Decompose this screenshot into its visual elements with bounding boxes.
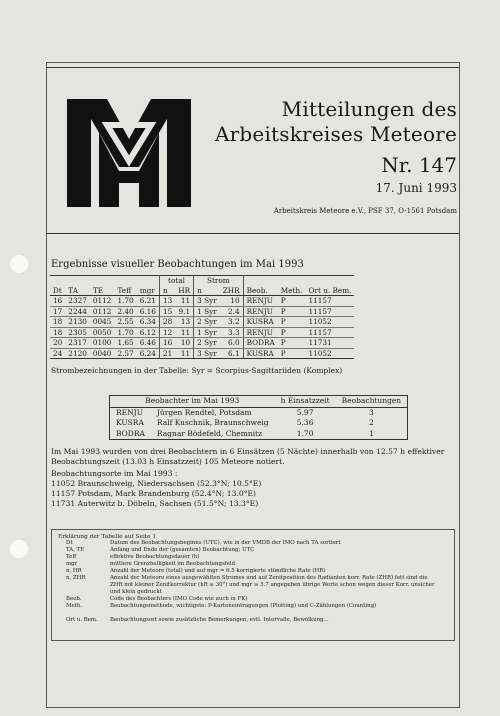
table-cell: 1.70	[296, 428, 314, 438]
summary-paragraph: Im Mai 1993 wurden von drei Beobachtern in 6 Einsätzen (5 Nächte) innerhalb von 12.57 h effektiver Beobachtungszeit (13.03 h Einsatzzeit) 105 Meteore notiert.	[51, 447, 445, 466]
issue-date: 17. Juni 1993	[375, 181, 457, 195]
location-item: 11157 Potsdam, Mark Brandenburg (52.4°N; 13.0°E)	[51, 489, 257, 498]
table-cell: 1 Syr	[194, 306, 220, 317]
table-cell: 3 Syr	[194, 296, 220, 307]
observers-header-hours: h Einsatzzeit	[275, 396, 336, 408]
table-cell: 5.97	[296, 407, 314, 417]
table-cell: 0045	[90, 317, 115, 328]
table-cell: 1.70	[114, 296, 136, 307]
table-cell: 0112	[90, 296, 115, 307]
table-cell: 2.55	[114, 317, 136, 328]
masthead-title-line1: Mitteilungen des	[281, 97, 457, 121]
section-title: Ergebnisse visueller Beobachtungen im Mai 1993	[51, 259, 304, 270]
table-row	[50, 296, 354, 307]
table-cell: 11157	[305, 327, 354, 338]
table-cell: BODRA	[116, 428, 145, 438]
table-cell: 6.0	[220, 338, 243, 349]
header-top-rule	[47, 67, 459, 68]
table-cell: 9.1	[175, 306, 193, 317]
obs-column-header: ZHR	[220, 286, 243, 296]
group-total-header: total	[159, 276, 193, 286]
table-cell: 24	[50, 348, 65, 359]
legend-value: Beobachtungsort sowie zusätzliche Bemerkungen, evtl. Intervalle, Bewölkung...	[110, 617, 329, 623]
obs-column-header: Dt	[50, 286, 65, 296]
table-cell: P	[278, 306, 306, 317]
table-cell: 2130	[65, 317, 90, 328]
table-cell: 11	[175, 296, 193, 307]
table-cell: 3	[368, 407, 374, 417]
table-cell: 0100	[90, 338, 115, 349]
location-item: 11052 Braunschweig, Niedersachsen (52.3°N; 10.5°E)	[51, 479, 262, 488]
legend-value: mittlere Grenzhelligkeit im Beobachtungsfeld	[110, 561, 236, 567]
publisher-address: Arbeitskreis Meteore e.V., PSF 37, O-1561 Potsdam	[273, 207, 457, 215]
legend-value: Beobachtungsmethode, wichtigste: P-Karteneintragungen (Plotting) und C-Zählungen (Counting)	[110, 603, 377, 609]
table-cell: 6.12	[137, 327, 160, 338]
akm-logo	[67, 99, 191, 207]
table-cell: 2 Syr	[194, 317, 220, 328]
obs-column-header: Teff	[114, 286, 136, 296]
table-cell: Ragnar Bödefeld, Chemnitz	[156, 428, 263, 438]
table-cell: KUSRA	[243, 317, 278, 328]
obs-column-header: TE	[90, 286, 115, 296]
obs-column-header: HR	[175, 286, 193, 296]
issue-number: Nr. 147	[381, 153, 457, 177]
punch-hole-bottom	[10, 540, 28, 558]
table-cell: 18	[50, 317, 65, 328]
masthead-title-line2: Arbeitskreises Meteore	[215, 122, 457, 146]
legend-key: n, ZHR	[66, 575, 86, 581]
table-cell: 11	[175, 327, 193, 338]
legend-value: Anzahl der Meteore (total) und auf mgr = 6.5 korrigierte stündliche Rate (HR)	[110, 568, 326, 574]
observers-header-name: Beobachter im Mai 1993	[110, 396, 275, 408]
legend-key: Dt	[66, 540, 73, 546]
table-row	[50, 327, 354, 338]
table-cell: 12	[159, 327, 175, 338]
table-cell: RENJU	[243, 296, 278, 307]
table-cell: 2317	[65, 338, 90, 349]
table-cell: 1.65	[114, 338, 136, 349]
table-row	[110, 418, 408, 429]
table-cell: RENJU	[243, 327, 278, 338]
table-cell: 11	[175, 348, 193, 359]
table-cell: 6.16	[137, 306, 160, 317]
table-cell: RENJU	[116, 407, 144, 417]
table-cell: 6.34	[137, 317, 160, 328]
document-page	[46, 62, 460, 708]
table-cell: 2.4	[220, 306, 243, 317]
table-row	[110, 429, 408, 440]
table-cell: 2.57	[114, 348, 136, 359]
legend-key: TA, TE	[66, 547, 85, 553]
table-row	[50, 348, 354, 359]
table-cell: 1	[368, 428, 374, 438]
table-cell: P	[278, 317, 306, 328]
table-cell: 6.46	[137, 338, 160, 349]
table-cell: 11731	[305, 338, 354, 349]
table-cell: 11157	[305, 296, 354, 307]
table-cell: RENJU	[243, 306, 278, 317]
obs-column-header: Ort u. Bem.	[305, 286, 354, 296]
obs-column-header: Meth.	[278, 286, 306, 296]
obs-column-header: n	[194, 286, 220, 296]
obs-column-header: Beob.	[243, 286, 278, 296]
table-row	[50, 317, 354, 328]
table-cell: 3.2	[220, 317, 243, 328]
legend-key: mgr	[66, 561, 78, 567]
table-cell: 1.70	[114, 327, 136, 338]
table-cell: KUSRA	[243, 348, 278, 359]
table-cell: 13	[159, 296, 175, 307]
observers-header-count: Beobachtungen	[336, 396, 408, 408]
table-cell: 16	[50, 296, 65, 307]
legend-value: Anfang und Ende der (gesamten) Beobachtung; UTC	[110, 547, 255, 553]
table-cell: P	[278, 348, 306, 359]
table-cell: 0112	[90, 306, 115, 317]
obs-column-header: n	[159, 286, 175, 296]
table-cell: 5.36	[296, 418, 314, 427]
table-cell: P	[278, 296, 306, 307]
table-cell: 3.3	[220, 327, 243, 338]
legend-key: Teff	[66, 554, 77, 560]
legend-key: Ort u. Bem.	[66, 617, 98, 623]
table-cell: 2.40	[114, 306, 136, 317]
table-cell: 15	[159, 306, 175, 317]
table-cell: 6.24	[137, 348, 160, 359]
table-cell: 2120	[65, 348, 90, 359]
table-cell: KUSRA	[116, 418, 144, 427]
table-cell: Ralf Kuschnik, Braunschweig	[156, 418, 269, 427]
legend-key: n, HR	[66, 568, 82, 574]
location-item: 11731 Auterwitz b. Döbeln, Sachsen (51.5°N; 13.3°E)	[51, 499, 259, 508]
table-cell: P	[278, 327, 306, 338]
table-row	[50, 338, 354, 349]
table-cell: 10	[175, 338, 193, 349]
locations-title: Beobachtungsorte im Mai 1993 :	[51, 469, 178, 478]
table-cell: 2	[368, 418, 374, 427]
table-cell: 20	[50, 338, 65, 349]
table-cell: BODRA	[243, 338, 278, 349]
table-cell: 2244	[65, 306, 90, 317]
table-row	[50, 306, 354, 317]
table-cell: 28	[159, 317, 175, 328]
legend-value: effektive Beobachtungsdauer (h)	[110, 554, 200, 560]
table-cell: 16	[159, 338, 175, 349]
table-cell: 10	[220, 296, 243, 307]
observations-table	[50, 275, 354, 359]
header-bottom-rule	[47, 233, 459, 234]
table-cell: 18	[50, 327, 65, 338]
stream-note: Strombezeichnungen in der Tabelle: Syr = Scorpius-Sagittariiden (Komplex)	[51, 366, 343, 375]
punch-hole-top	[10, 255, 28, 273]
table-cell: 0040	[90, 348, 115, 359]
table-cell: 11157	[305, 306, 354, 317]
table-cell: 3 Syr	[194, 348, 220, 359]
table-cell: 17	[50, 306, 65, 317]
table-cell: 0050	[90, 327, 115, 338]
table-cell: Jürgen Rendtel, Potsdam	[156, 407, 252, 417]
legend-value: Datum des Beobachtungsbeginns (UTC), wie in der VMDB der IMO nach TA sortiert	[110, 540, 341, 546]
table-cell: 13	[175, 317, 193, 328]
obs-column-header: mgr	[137, 286, 160, 296]
obs-column-header: TA	[65, 286, 90, 296]
legend-value: Anzahl der Meteore eines ausgewählten Stromes und auf Zenitposition des Radianten korr. Rate (ZHR) fett sind die ZHR mit kleiner Zenitkorrektur (hR ≥ 30°) und mgr ≥ 5.7 angegeben übrige Werte schon wegen dieser Korr. unsicher und klein gedruckt	[110, 575, 435, 595]
table-cell: P	[278, 338, 306, 349]
legend-key: Meth.	[66, 603, 83, 609]
table-cell: 2 Syr	[194, 338, 220, 349]
legend-key: Beob.	[66, 596, 82, 602]
legend-value: Code des Beobachters (IMO Code wie auch in FK)	[110, 596, 248, 602]
group-strom-header: Strom	[194, 276, 244, 286]
table-row	[110, 407, 408, 418]
observers-table	[109, 395, 408, 440]
legend-box	[51, 529, 455, 641]
table-cell: 2327	[65, 296, 90, 307]
table-cell: 6.21	[137, 296, 160, 307]
table-cell: 11052	[305, 348, 354, 359]
table-cell: 11052	[305, 317, 354, 328]
table-cell: 1 Syr	[194, 327, 220, 338]
table-cell: 2305	[65, 327, 90, 338]
table-cell: 6.1	[220, 348, 243, 359]
table-cell: 21	[159, 348, 175, 359]
legend-title: Erklärung der Tabelle auf Seite 1	[58, 534, 157, 540]
